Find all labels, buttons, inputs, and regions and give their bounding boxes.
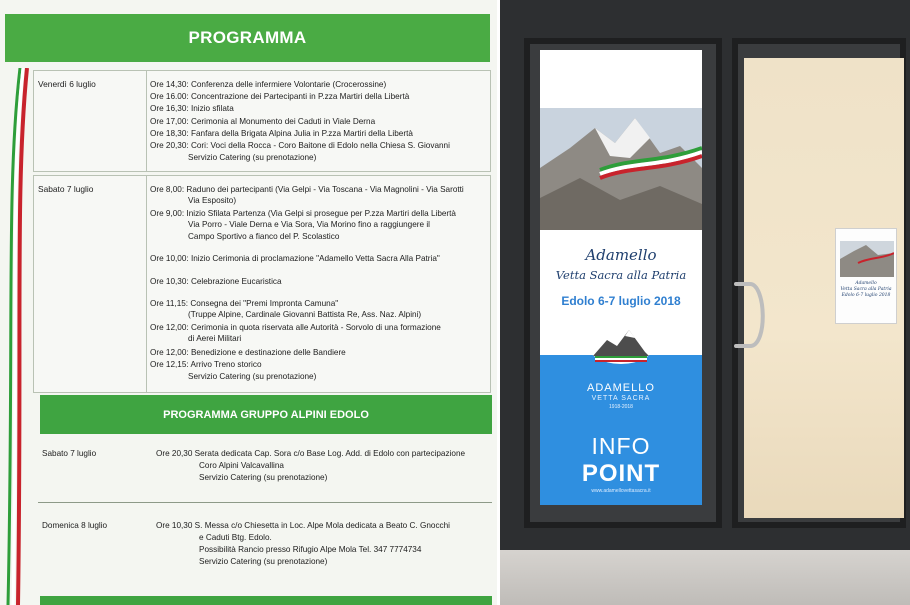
schedule-entry: Ore 12,00: Benedizione e destinazione delle Bandiere <box>150 348 346 357</box>
schedule-entry: Ore 10,30: Celebrazione Eucaristica <box>150 277 282 286</box>
group-day-sunday: Domenica 8 luglio Ore 10,30 S. Messa c/o Chiesetta in Loc. Alpe Mola dedicata a Beato C. Gnocchi e Caduti Btg. Edolo. Possibilità Rancio presso Rifugio Alpe Mola Tel. 347 7774734 Servizio Catering (su prenotazione) <box>42 521 451 566</box>
website-url: www.adamellovettasacra.it <box>591 488 651 494</box>
footer-bar <box>40 596 492 605</box>
logo-name: ADAMELLO <box>587 382 655 394</box>
schedule-entry: Ore 8,00: Raduno dei partecipanti (Via Gelpi - Via Toscana - Via Magnolini - Via Sarotti Via Esposito) <box>150 185 464 206</box>
info-point-photo <box>500 0 910 605</box>
day-label: Domenica 8 luglio <box>42 521 108 530</box>
schedule-entry: Ore 20,30: Cori: Voci della Rocca - Coro Baitone di Edolo nella Chiesa S. Giovanni <box>150 141 450 150</box>
divider <box>38 502 492 503</box>
adamello-logo <box>585 322 657 366</box>
poster-title: Adamello <box>855 281 877 286</box>
schedule-entry: Ore 14,30: Conferenza delle infermiere Volontarie (Crocerossine) <box>150 80 387 89</box>
pavement <box>500 550 910 605</box>
door-handle[interactable] <box>732 278 772 352</box>
info-text: INFO <box>591 433 651 459</box>
group-day-saturday: Sabato 7 luglio Ore 20,30 Serata dedicata Cap. Sora c/o Base Log. Add. di Edolo con partecipazione Coro Alpini Valcavallina Servizio Catering (su prenotazione) <box>42 449 466 482</box>
schedule-entry: Ore 17,00: Cerimonia al Monumento dei Caduti in Viale Derna <box>150 117 376 126</box>
logo-years: 1918-2018 <box>609 404 633 410</box>
program-title: PROGRAMMA <box>5 14 490 62</box>
schedule-entry: Ore 16.00: Concentrazione dei Partecipanti in P.zza Martiri della Libertà <box>150 92 410 101</box>
poster-dates: Edolo 6-7 luglio 2018 <box>841 293 891 298</box>
schedule-entry: Ore 10,00: Inizio Cerimonia di proclamazione "Adamello Vetta Sacra Alla Patria" <box>150 254 440 263</box>
info-point-banner <box>540 50 702 505</box>
day-label: Sabato 7 luglio <box>38 184 94 194</box>
group-program-title: PROGRAMMA GRUPPO ALPINI EDOLO <box>40 395 492 434</box>
schedule-entry: Servizio Catering (su prenotazione) <box>188 372 317 381</box>
day-label: Sabato 7 luglio <box>42 449 97 458</box>
schedule-entry: Ore 11,15: Consegna dei "Premi Impronta Camuna" (Truppe Alpine, Cardinale Giovanni Battista Re, Ass. Naz. Alpini) <box>150 299 422 320</box>
event-poster <box>835 228 897 324</box>
schedule-entry: Ore 12,15: Arrivo Treno storico <box>150 360 262 369</box>
schedule-entry: Ore 16,30: Inizio sfilata <box>150 104 234 113</box>
point-text: POINT <box>581 460 661 487</box>
schedule-entry: Servizio Catering (su prenotazione) <box>188 153 317 162</box>
schedule-entry: Ore 12,00: Cerimonia in quota riservata alle Autorità - Sorvolo di una formazione di Aerei Militari <box>150 323 441 344</box>
day-label: Venerdì 6 luglio <box>38 79 96 89</box>
logo-subtitle: VETTA SACRA <box>591 395 651 402</box>
friday-table <box>33 70 491 172</box>
banner-dates: Edolo 6-7 luglio 2018 <box>561 294 681 308</box>
banner-subtitle: Vetta Sacra alla Patria <box>555 268 687 282</box>
banner-title: Adamello <box>585 246 657 264</box>
saturday-table <box>33 175 491 393</box>
schedule-entry: Ore 9,00: Inizio Sfilata Partenza (Via Gelpi si prosegue per P.zza Martiri della Libertà Via Porro - Viale Derna e Via Sora, Via Morino fino a raggiungere il Campo Sportivo a fianco del P. Scolastico <box>150 209 456 241</box>
mountain-image <box>540 108 702 230</box>
poster-mountain-image <box>840 241 894 277</box>
schedule-entry: Ore 18,30: Fanfara della Brigata Alpina Julia in P.zza Martiri della Libertà <box>150 129 413 138</box>
poster-subtitle: Vetta Sacra alla Patria <box>840 287 892 292</box>
